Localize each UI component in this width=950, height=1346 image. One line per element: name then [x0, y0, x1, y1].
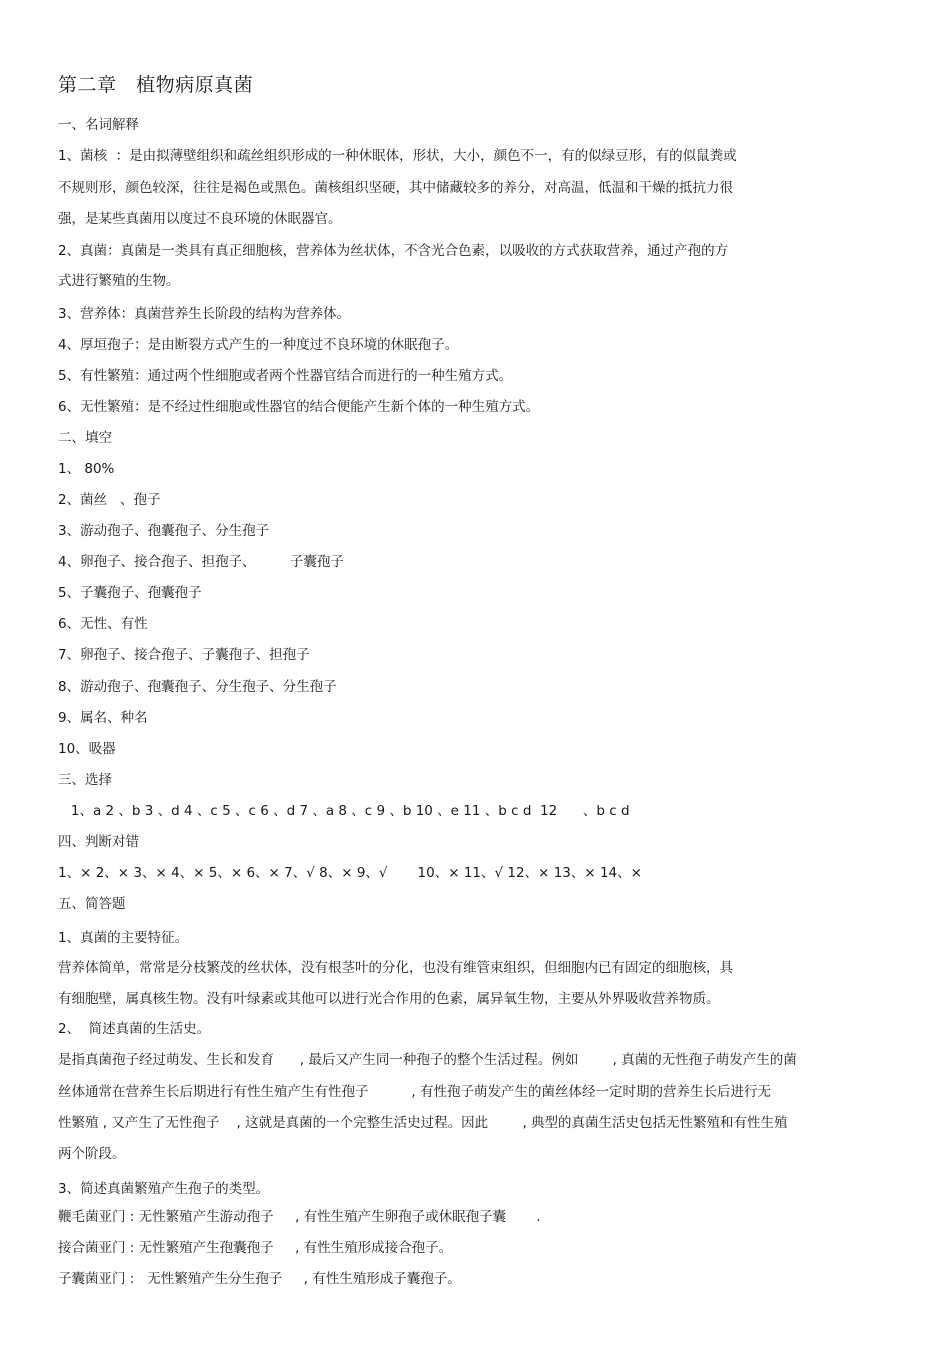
text-line: 三、选择 [58, 772, 112, 788]
text-line: 3、简述真菌繁殖产生孢子的类型。 [58, 1181, 270, 1197]
text-line: 五、简答题 [58, 896, 126, 912]
text-line: 9、属名、种名 [58, 710, 148, 726]
text-line: 2、 简述真菌的生活史。 [58, 1021, 211, 1037]
text-line: 2、真菌：真菌是一类具有真正细胞核，营养体为丝状体，不含光合色素，以吸收的方式获取营养，通过产孢的方 [58, 243, 729, 259]
text-line: 10、吸器 [58, 741, 116, 757]
chapter-title: 第二章 植物病原真菌 [58, 74, 254, 96]
text-line: 5、有性繁殖：通过两个性细胞或者两个性器官结合而进行的一种生殖方式。 [58, 368, 513, 384]
text-line: 2、菌丝 、孢子 [58, 492, 161, 508]
text-line: 3、营养体：真菌营养生长阶段的结构为营养体。 [58, 306, 351, 322]
text-line: 1、 80% [58, 461, 115, 477]
text-line: 鞭毛菌亚门 : 无性繁殖产生游动孢子 , 有性生殖产生卵孢子或休眠孢子囊 . [58, 1209, 541, 1225]
text-line: 6、无性繁殖：是不经过性细胞或性器官的结合便能产生新个体的一种生殖方式。 [58, 399, 540, 415]
text-line: 一、名词解释 [58, 117, 139, 133]
text-line: 1、a 2 、b 3 、d 4 、c 5 、c 6 、d 7 、a 8 、c 9 、b 10 、e 11 、b c d 12 、b c d [58, 803, 630, 819]
text-line: 5、子囊孢子、孢囊孢子 [58, 585, 202, 601]
text-line: 3、游动孢子、孢囊孢子、分生孢子 [58, 523, 270, 539]
text-line: 是指真菌孢子经过萌发、生长和发育 , 最后又产生同一种孢子的整个生活过程。例如 , 真菌的无性孢子萌发产生的菌 [58, 1052, 797, 1068]
text-line: 不规则形，颜色较深，往往是褐色或黑色。菌核组织坚硬，其中储藏较多的养分，对高温，低温和干燥的抵抗力很 [58, 180, 733, 196]
text-line: 1、× 2、× 3、× 4、× 5、× 6、× 7、√ 8、× 9、√ 10、× 11、√ 12、× 13、× 14、× [58, 865, 642, 881]
text-line: 两个阶段。 [58, 1146, 126, 1162]
text-line: 8、游动孢子、孢囊孢子、分生孢子、分生孢子 [58, 679, 337, 695]
text-line: 7、卵孢子、接合孢子、子囊孢子、担孢子 [58, 647, 310, 663]
text-line: 营养体简单，常常是分枝繁茂的丝状体，没有根茎叶的分化，也没有维管束组织，但细胞内已有固定的细胞核，具 [58, 960, 733, 976]
text-line: 4、卵孢子、接合孢子、担孢子、 子囊孢子 [58, 554, 344, 570]
text-line: 子囊菌亚门 : 无性繁殖产生分生孢子 , 有性生殖形成子囊孢子。 [58, 1271, 461, 1287]
text-line: 强，是某些真菌用以度过不良环境的休眠器官。 [58, 211, 342, 227]
text-line: 四、判断对错 [58, 834, 139, 850]
text-line: 丝体通常在营养生长后期进行有性生殖产生有性孢子 , 有性孢子萌发产生的菌丝体经一定时期的营养生长后进行无 [58, 1084, 771, 1100]
text-line: 性繁殖 , 又产生了无性孢子 , 这就是真菌的一个完整生活史过程。因此 , 典型的真菌生活史包括无性繁殖和有性生殖 [58, 1115, 788, 1131]
text-line: 6、无性、有性 [58, 616, 148, 632]
text-line: 有细胞壁，属真核生物。没有叶绿素或其他可以进行光合作用的色素，属异氧生物，主要从外界吸收营养物质。 [58, 991, 720, 1007]
text-line: 接合菌亚门 : 无性繁殖产生孢囊孢子 , 有性生殖形成接合孢子。 [58, 1240, 453, 1256]
text-line: 1、菌核 ：是由拟薄壁组织和疏丝组织形成的一种休眠体，形状，大小，颜色不一，有的似绿豆形，有的似鼠粪或 [58, 148, 737, 164]
text-line: 1、真菌的主要特征。 [58, 930, 189, 946]
text-line: 4、厚垣孢子：是由断裂方式产生的一种度过不良环境的休眠孢子。 [58, 337, 459, 353]
text-line: 式进行繁殖的生物。 [58, 273, 180, 289]
text-line: 二、填空 [58, 430, 112, 446]
